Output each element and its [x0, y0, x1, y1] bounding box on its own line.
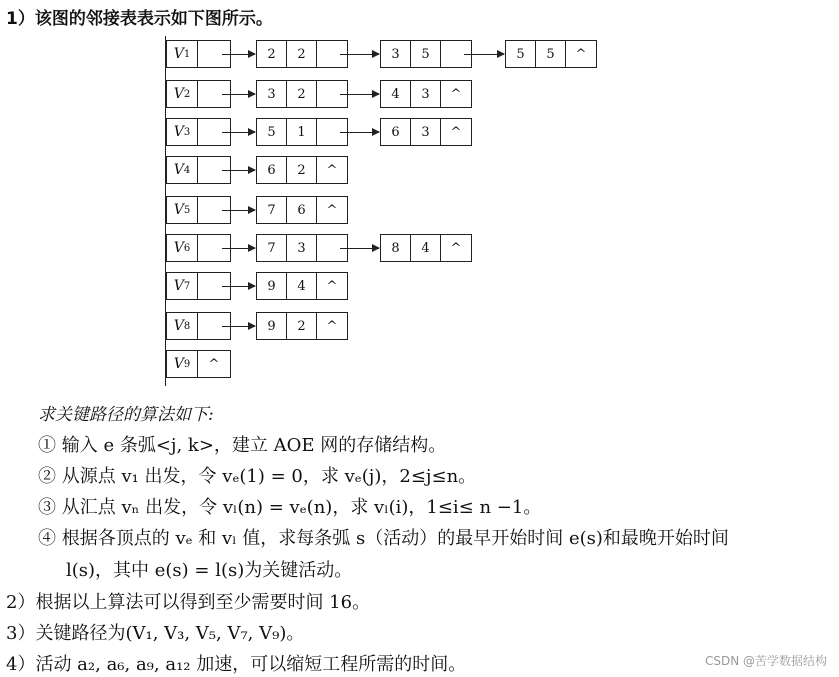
- node-vertex-cell: 9: [256, 312, 287, 340]
- node-weight-cell: 2: [286, 80, 317, 108]
- edge-arrow: [222, 286, 255, 287]
- node-weight-cell: 3: [286, 234, 317, 262]
- node-weight-cell: 4: [410, 234, 441, 262]
- answer-2: 2）根据以上算法可以得到至少需要时间 16。: [6, 592, 371, 613]
- vertex-label-v7: V 7: [166, 272, 198, 300]
- answer-4: 4）活动 a₂, a₆, a₉, a₁₂ 加速，可以缩短工程所需的时间。: [6, 654, 467, 675]
- vertex-label-v4: V 4: [166, 156, 198, 184]
- edge-arrow: [222, 210, 255, 211]
- edge-arrow: [464, 54, 504, 55]
- edge-arrow: [222, 94, 255, 95]
- edge-arrow: [340, 248, 379, 249]
- node-vertex-cell: 3: [256, 80, 287, 108]
- vertex-label-v3: V 3: [166, 118, 198, 146]
- node-weight-cell: 3: [410, 118, 441, 146]
- node-weight-cell: 6: [286, 196, 317, 224]
- null-pointer-cell: ^: [316, 272, 348, 300]
- node-weight-cell: 4: [286, 272, 317, 300]
- edge-arrow: [340, 54, 379, 55]
- step-1: ① 输入 e 条弧<j, k>，建立 AOE 网的存储结构。: [38, 435, 447, 456]
- edge-arrow: [222, 170, 255, 171]
- node-weight-cell: 1: [286, 118, 317, 146]
- null-pointer-cell: ^: [316, 312, 348, 340]
- edge-arrow: [222, 54, 255, 55]
- edge-arrow: [222, 248, 255, 249]
- node-vertex-cell: 8: [380, 234, 411, 262]
- node-vertex-cell: 5: [505, 40, 536, 68]
- null-pointer-cell: ^: [440, 118, 472, 146]
- node-weight-cell: 5: [410, 40, 441, 68]
- node-weight-cell: 3: [410, 80, 441, 108]
- null-pointer-cell: ^: [565, 40, 597, 68]
- node-vertex-cell: 7: [256, 234, 287, 262]
- node-vertex-cell: 9: [256, 272, 287, 300]
- null-pointer-cell: ^: [440, 234, 472, 262]
- null-pointer-cell: ^: [316, 196, 348, 224]
- null-pointer-v9: ^: [197, 350, 231, 378]
- node-weight-cell: 2: [286, 156, 317, 184]
- watermark: CSDN @苦学数据结构: [704, 654, 827, 668]
- vertex-label-v5: V 5: [166, 196, 198, 224]
- vertex-label-v8: V 8: [166, 312, 198, 340]
- edge-arrow: [222, 326, 255, 327]
- node-weight-cell: 5: [535, 40, 566, 68]
- edge-arrow: [222, 132, 255, 133]
- node-vertex-cell: 6: [256, 156, 287, 184]
- node-vertex-cell: 7: [256, 196, 287, 224]
- algorithm-title: 求关键路径的算法如下:: [38, 405, 214, 425]
- node-vertex-cell: 4: [380, 80, 411, 108]
- edge-arrow: [340, 94, 379, 95]
- node-vertex-cell: 2: [256, 40, 287, 68]
- node-weight-cell: 2: [286, 40, 317, 68]
- null-pointer-cell: ^: [440, 80, 472, 108]
- node-vertex-cell: 5: [256, 118, 287, 146]
- step-4-continued: l(s)，其中 e(s) = l(s)为关键活动。: [66, 560, 353, 581]
- step-3: ③ 从汇点 vₙ 出发，令 vₗ(n) = vₑ(n)，求 vₗ(i)，1≤i≤ n −1。: [38, 497, 542, 518]
- node-vertex-cell: 6: [380, 118, 411, 146]
- vertex-label-v9: V 9: [166, 350, 198, 378]
- vertex-label-v2: V 2: [166, 80, 198, 108]
- vertex-label-v1: V 1: [166, 40, 198, 68]
- answer-3: 3）关键路径为(V₁, V₃, V₅, V₇, V₉)。: [6, 623, 305, 644]
- edge-arrow: [340, 132, 379, 133]
- step-2: ② 从源点 v₁ 出发，令 vₑ(1) = 0，求 vₑ(j)，2≤j≤n。: [38, 466, 477, 487]
- node-weight-cell: 2: [286, 312, 317, 340]
- section-heading: 1）该图的邻接表表示如下图所示。: [6, 9, 273, 29]
- null-pointer-cell: ^: [316, 156, 348, 184]
- step-4: ④ 根据各顶点的 vₑ 和 vₗ 值，求每条弧 s（活动）的最早开始时间 e(s)和最晚开始时间: [38, 528, 729, 549]
- node-vertex-cell: 3: [380, 40, 411, 68]
- vertex-label-v6: V 6: [166, 234, 198, 262]
